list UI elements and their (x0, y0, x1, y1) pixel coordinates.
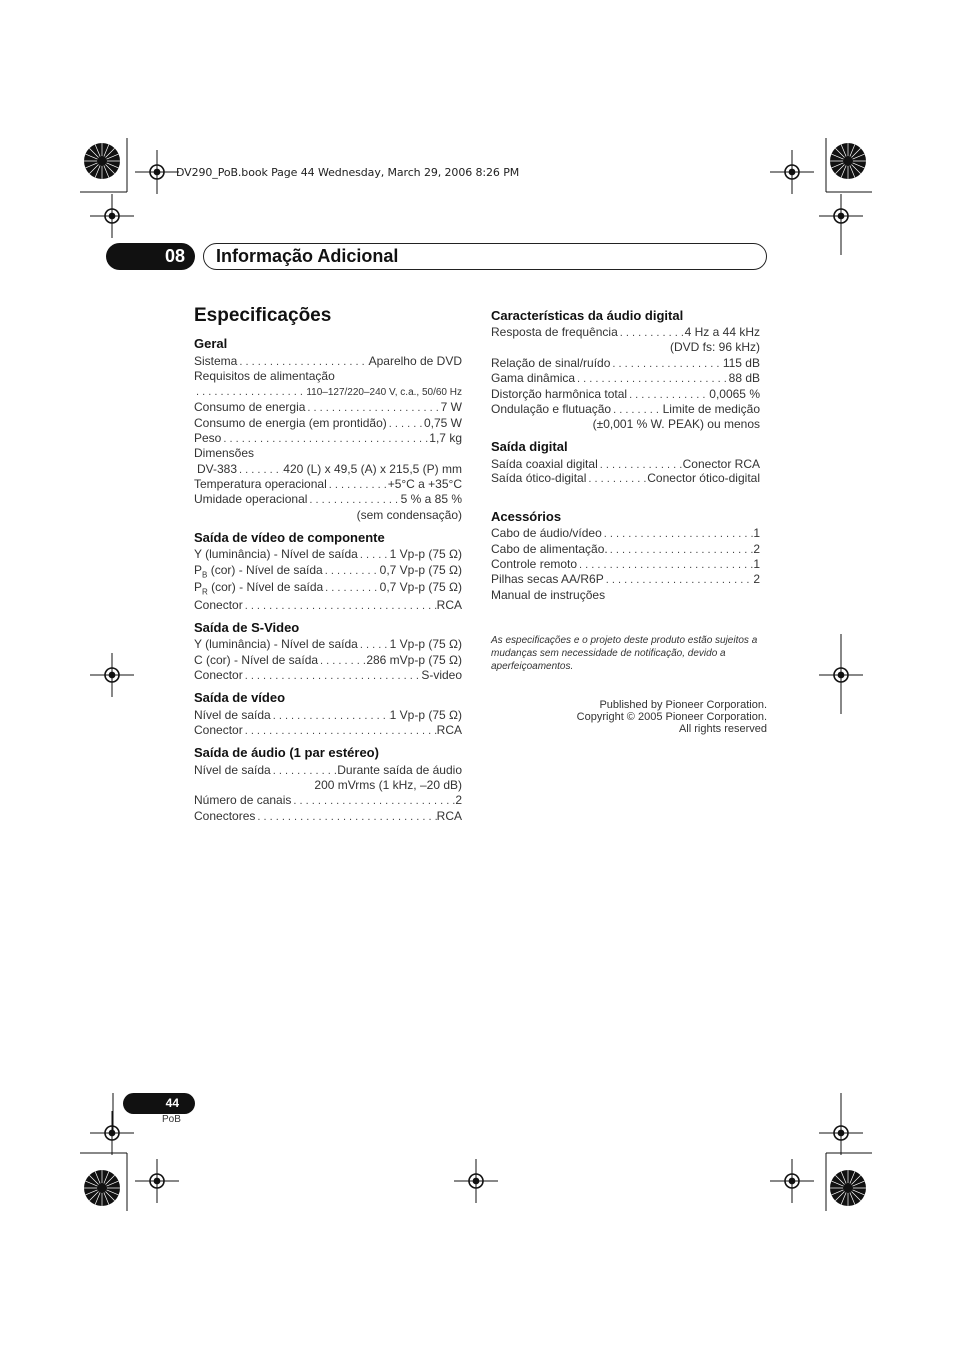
spec-row: Nível de saída . . . 1 Vp-p (75 Ω) (194, 708, 462, 723)
spec-row: C (cor) - Nível de saída . . . 286 mVp-p (75 Ω) (194, 653, 462, 668)
page-number: 44 (123, 1093, 195, 1114)
section-heading-video: Saída de vídeo (194, 690, 286, 705)
disclaimer-note: As especificações e o projeto deste produto estão sujeitos a mudanças sem necessidade de notificação, devido a aperfeiçoamentos. (491, 635, 758, 672)
page-title: Especificações (194, 305, 332, 326)
section-heading-geral: Geral (194, 336, 228, 351)
spec-note: (DVD fs: 96 kHz) (669, 340, 760, 354)
spec-row: Consumo de energia . . . 7 W (194, 400, 462, 415)
spec-row: Cabo de áudio/vídeo . . . 1 (491, 526, 760, 541)
spec-note: (sem condensação) (356, 508, 462, 522)
spec-row: Y (luminância) - Nível de saída . . . 1 Vp-p (75 Ω) (194, 547, 462, 562)
chapter-number: 08 (106, 243, 195, 270)
spec-row: Saída ótico-digital . . . Conector ótico-digital (491, 471, 760, 486)
spec-row: Distorção harmônica total . . . 0,0065 % (491, 387, 760, 402)
section-heading-componente: Saída de vídeo de componente (194, 530, 385, 545)
spec-row: Controle remoto . . . 1 (491, 557, 760, 572)
spec-row: Saída coaxial digital . . . Conector RCA (491, 457, 760, 472)
spec-row: Conector . . . S-video (194, 668, 462, 683)
section-heading-audio: Saída de áudio (1 par estéreo) (194, 745, 379, 760)
language-code: PoB (162, 1114, 181, 1125)
spec-row: Consumo de energia (em prontidão) . . . 0,75 W (194, 416, 462, 431)
publisher-line: Published by Pioneer Corporation. (599, 699, 767, 711)
spec-row: Peso . . . 1,7 kg (194, 431, 462, 446)
spec-row: . . . 110–127/220–240 V, c.a., 50/60 Hz (194, 385, 462, 400)
rights-line: All rights reserved (678, 723, 767, 735)
spec-note: (±0,001 % W. PEAK) ou menos (592, 417, 760, 431)
publisher-info (520, 699, 767, 735)
spec-row: Ondulação e flutuação . . . Limite de medição (491, 402, 760, 417)
spec-row: Pilhas secas AA/R6P . . . 2 (491, 572, 760, 587)
spec-row: Relação de sinal/ruído . . . 115 dB (491, 356, 760, 371)
spec-label: Dimensões (194, 446, 255, 460)
copyright-line: Copyright © 2005 Pioneer Corporation. (576, 711, 767, 723)
spec-row: $P_R$ (cor) - Nível de saída . . . 0,7 Vp-p (75 Ω) (194, 580, 462, 595)
file-info: DV290_PoB.book Page 44 Wednesday, March 29, 2006 8:26 PM (176, 166, 520, 179)
spec-row: Sistema . . . Aparelho de DVD (194, 354, 462, 369)
spec-row: Y (luminância) - Nível de saída . . . 1 Vp-p (75 Ω) (194, 637, 462, 652)
spec-row: Conector . . . RCA (194, 723, 462, 738)
section-heading-acessorios: Acessórios (491, 509, 562, 524)
spec-row: $P_B$ (cor) - Nível de saída . . . 0,7 Vp-p (75 Ω) (194, 563, 462, 578)
section-heading-digital-audio: Características da áudio digital (491, 308, 684, 323)
spec-row: Conector . . . RCA (194, 598, 462, 613)
spec-row: Número de canais . . . 2 (194, 793, 462, 808)
chapter-title: Informação Adicional (216, 246, 399, 266)
section-heading-svideo: Saída de S-Video (194, 620, 300, 635)
spec-row: Temperatura operacional . . . +5°C a +35°C (194, 477, 462, 492)
spec-row: Umidade operacional . . . 5 % a 85 % (194, 492, 462, 507)
spec-label: Requisitos de alimentação (194, 369, 335, 383)
spec-row: Conectores . . . RCA (194, 809, 462, 824)
spec-row: Cabo de alimentação. . . . 2 (491, 542, 760, 557)
spec-label: Manual de instruções (491, 588, 606, 602)
spec-note: 200 mVrms (1 kHz, –20 dB) (314, 778, 462, 792)
spec-row: DV-383 . . . 420 (L) x 49,5 (A) x 215,5 (P) mm (197, 462, 462, 477)
spec-row: Resposta de frequência . . . 4 Hz a 44 kHz (491, 325, 760, 340)
spec-row: Nível de saída . . . Durante saída de áudio (194, 763, 462, 778)
section-heading-saida-digital: Saída digital (491, 439, 568, 454)
spec-row: Gama dinâmica . . . 88 dB (491, 371, 760, 386)
